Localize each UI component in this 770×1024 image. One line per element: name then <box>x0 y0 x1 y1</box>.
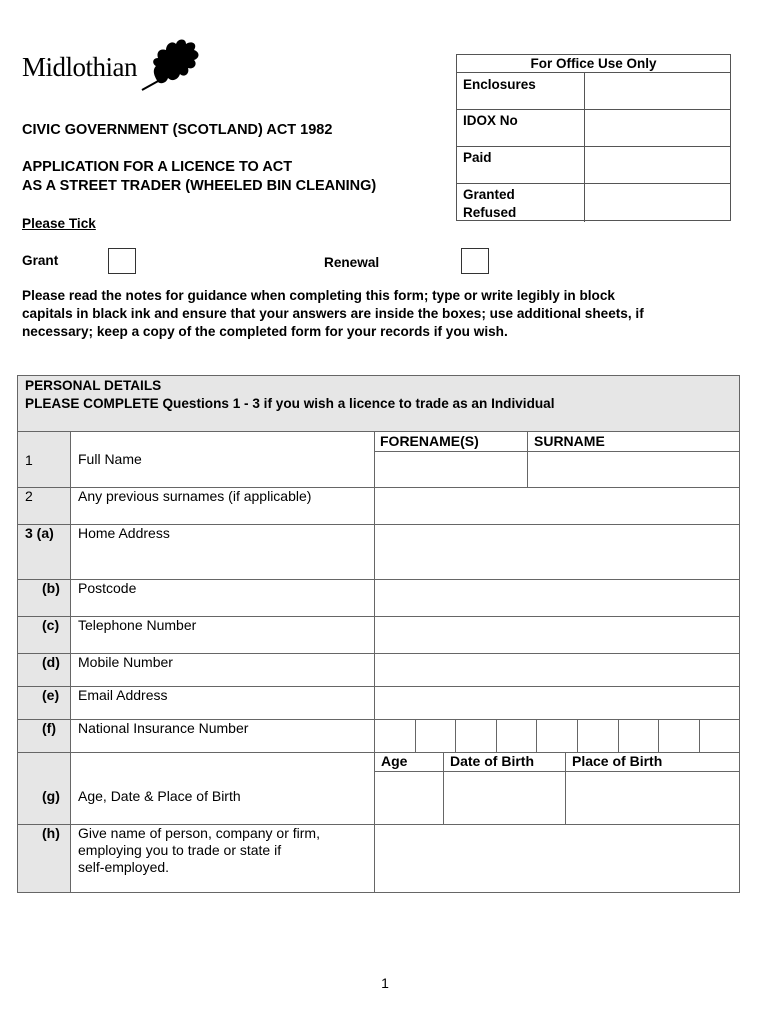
page-number: 1 <box>381 975 389 991</box>
question-label: National Insurance Number <box>78 720 249 736</box>
guidance-line: Please read the notes for guidance when completing this form; type or write legibly in block <box>22 288 615 303</box>
email-field[interactable] <box>376 688 739 718</box>
section-subtitle: PLEASE COMPLETE Questions 1 - 3 if you wish a licence to trade as an Individual <box>25 396 555 411</box>
age-field[interactable] <box>376 773 442 823</box>
telephone-field[interactable] <box>376 618 739 652</box>
renewal-label: Renewal <box>324 255 380 270</box>
form-title-line1: APPLICATION FOR A LICENCE TO ACT <box>22 159 293 175</box>
question-label: Email Address <box>78 687 168 703</box>
form-title-line2: AS A STREET TRADER (WHEELED BIN CLEANING) <box>22 178 377 194</box>
question-number: (g) <box>42 788 60 804</box>
logo-text: Midlothian <box>22 52 137 82</box>
question-label: Home Address <box>78 525 170 541</box>
employer-field[interactable] <box>376 826 739 892</box>
act-heading: CIVIC GOVERNMENT (SCOTLAND) ACT 1982 <box>22 122 333 138</box>
question-number: (b) <box>42 580 60 596</box>
question-label: self-employed. <box>78 859 170 875</box>
office-row-granted <box>457 184 730 222</box>
question-label: Give name of person, company or firm, <box>78 825 320 841</box>
office-row-paid <box>457 147 730 184</box>
question-label: Postcode <box>78 580 137 596</box>
office-label: Granted <box>463 187 515 202</box>
question-number: 2 <box>25 488 33 504</box>
office-paid-field[interactable] <box>584 147 730 183</box>
guidance-line: necessary; keep a copy of the completed form for your records if you wish. <box>22 324 508 339</box>
office-use-table <box>456 54 731 221</box>
question-number: (c) <box>42 617 60 633</box>
question-number: (d) <box>42 654 60 670</box>
surname-header: SURNAME <box>534 433 605 449</box>
question-label: Age, Date & Place of Birth <box>78 788 241 804</box>
question-number: (h) <box>42 825 60 841</box>
section-title: PERSONAL DETAILS <box>25 378 162 393</box>
personal-details-banner <box>18 376 739 432</box>
guidance-line: capitals in black ink and ensure that your answers are inside the boxes; use additional sheets, if <box>22 306 644 321</box>
personal-details-table <box>17 375 740 893</box>
oak-leaf-logo-icon <box>140 36 204 92</box>
question-label: Full Name <box>78 451 142 467</box>
office-idox-field[interactable] <box>584 110 730 146</box>
office-label: IDOX No <box>463 113 518 128</box>
office-label: Enclosures <box>463 77 536 92</box>
grant-label: Grant <box>22 253 59 268</box>
question-label: Telephone Number <box>78 617 197 633</box>
mobile-field[interactable] <box>376 655 739 685</box>
age-header: Age <box>381 753 408 769</box>
renewal-checkbox[interactable] <box>461 248 489 274</box>
question-number: 1 <box>25 452 33 468</box>
postcode-field[interactable] <box>376 581 739 615</box>
question-label: employing you to trade or state if <box>78 842 282 858</box>
guidance-text <box>22 287 742 341</box>
question-number: (f) <box>42 720 56 736</box>
question-number: (e) <box>42 687 60 703</box>
office-label: Refused <box>463 205 517 220</box>
please-tick-label: Please Tick <box>22 216 96 231</box>
question-label: Mobile Number <box>78 654 173 670</box>
office-row-idox <box>457 110 730 147</box>
question-label: Any previous surnames (if applicable) <box>78 488 312 504</box>
national-insurance-field[interactable] <box>376 721 739 751</box>
office-granted-field[interactable] <box>584 184 730 222</box>
pob-header: Place of Birth <box>572 753 663 769</box>
office-row-enclosures <box>457 73 730 110</box>
surname-field[interactable] <box>529 453 739 486</box>
question-number: 3 (a) <box>25 525 54 541</box>
dob-field[interactable] <box>445 773 564 823</box>
dob-header: Date of Birth <box>450 753 534 769</box>
pob-field[interactable] <box>567 773 739 823</box>
office-use-title: For Office Use Only <box>457 55 730 73</box>
grant-checkbox[interactable] <box>108 248 136 274</box>
office-enclosures-field[interactable] <box>584 73 730 109</box>
previous-surnames-field[interactable] <box>376 489 739 523</box>
office-label: Paid <box>463 150 492 165</box>
forename-field[interactable] <box>376 453 526 486</box>
forename-header: FORENAME(S) <box>380 433 479 449</box>
home-address-field[interactable] <box>376 526 739 578</box>
